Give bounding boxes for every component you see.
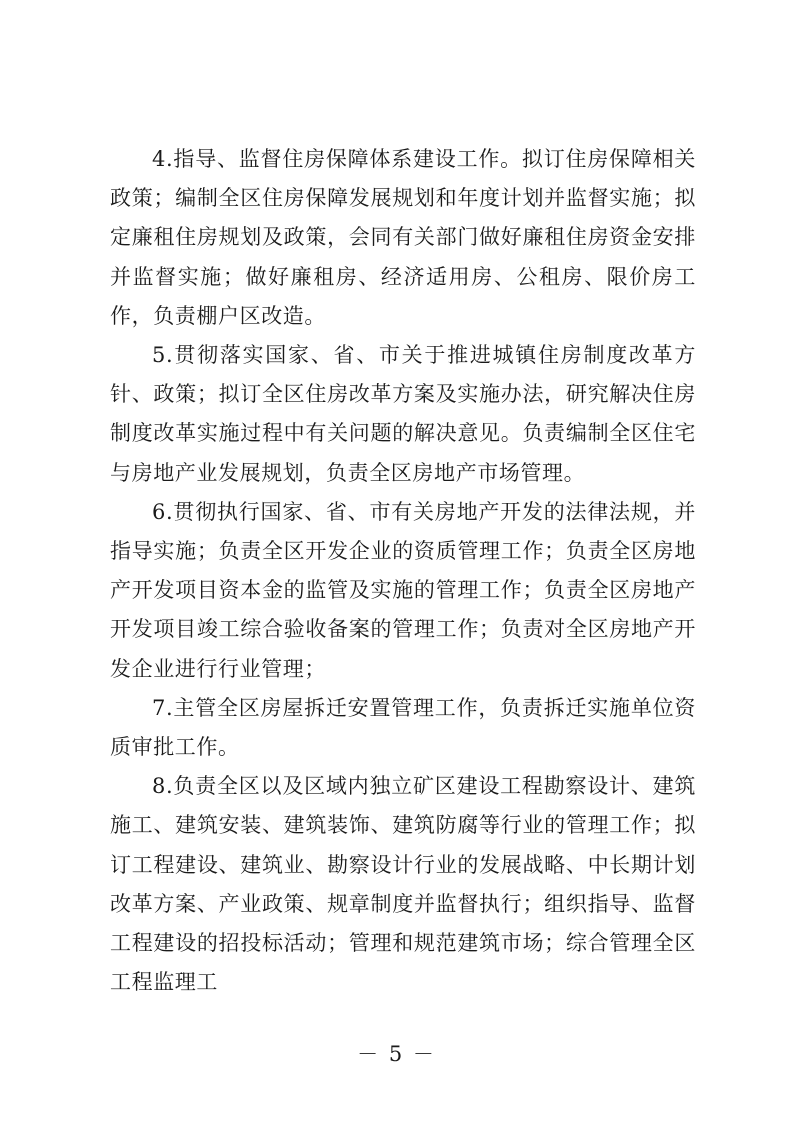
body-text — [110, 140, 696, 1002]
paragraph-item-7: 7.主管全区房屋拆迁安置管理工作，负责拆迁实施单位资质审批工作。 — [110, 695, 696, 760]
paragraph-item-5: 5.贯彻落实国家、省、市关于推进城镇住房制度改革方针、政策；拟订全区住房改革方案及实施办法，研究解决住房制度改革实施过程中有关问题的解决意见。负责编制全区住宅与房地产业发展规划，负责全区房地产市场管理。 — [110, 343, 696, 485]
paragraph-item-4: 4.指导、监督住房保障体系建设工作。拟订住房保障相关政策；编制全区住房保障发展规划和年度计划并监督实施；拟定廉租住房规划及政策，会同有关部门做好廉租住房资金安排并监督实施；做好廉租房、经济适用房、公租房、限价房工作，负责棚户区改造。 — [110, 147, 696, 328]
paragraph-item-8: 8.负责全区以及区域内独立矿区建设工程勘察设计、建筑施工、建筑安装、建筑装饰、建筑防腐等行业的管理工作；拟订工程建设、建筑业、勘察设计行业的发展战略、中长期计划改革方案、产业政策、规章制度并监督执行；组织指导、监督工程建设的招投标活动；管理和规范建筑市场；综合管理全区工程监理工 — [110, 774, 696, 995]
page-number: － 5 － — [357, 1042, 436, 1066]
paragraph-item-6: 6.贯彻执行国家、省、市有关房地产开发的法律法规，并指导实施；负责全区开发企业的资质管理工作；负责全区房地产开发项目资本金的监管及实施的管理工作；负责全区房地产开发项目竣工综合验收备案的管理工作；负责对全区房地产开发企业进行行业管理； — [110, 499, 696, 681]
